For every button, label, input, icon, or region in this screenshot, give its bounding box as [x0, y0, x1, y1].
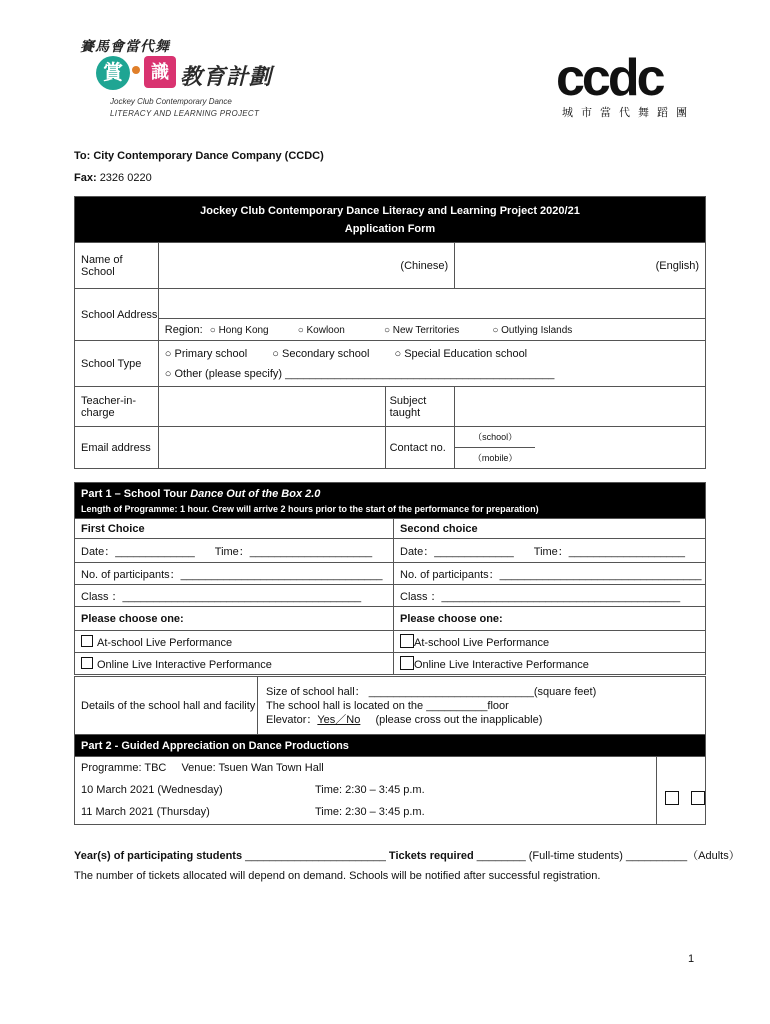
form-title-line2: Application Form: [344, 222, 436, 235]
fax-line: [74, 172, 152, 184]
chinese-tag: (Chinese): [400, 259, 449, 272]
region-row: [158, 319, 705, 341]
mobile-phone-tag: （mobile）: [472, 453, 518, 463]
details-fields: [258, 677, 706, 735]
elevator-options[interactable]: Yes／No: [317, 713, 361, 726]
first-date-time[interactable]: [75, 539, 394, 563]
part2-programme-row: [75, 757, 657, 779]
address-field[interactable]: [158, 289, 705, 319]
subject-label: [385, 387, 455, 427]
first-date: Date：_____________: [81, 545, 195, 558]
first-participants[interactable]: No. of participants：_________________________________: [75, 563, 394, 585]
first-option-online[interactable]: [75, 653, 394, 675]
elevator-note: (please cross out the inapplicable): [375, 713, 543, 726]
logo-left-chinese-top: 賽馬會當代舞: [80, 38, 170, 54]
details-label: Details of the school hall and facility: [75, 677, 258, 735]
year-tickets-line: [74, 847, 740, 863]
checkbox-icon[interactable]: [81, 657, 93, 669]
checkbox-icon[interactable]: [665, 791, 679, 805]
session-1-date: 10 March 2021 (Wednesday): [75, 779, 316, 801]
checkbox-icon[interactable]: [400, 656, 414, 670]
part1-title-italic: Dance Out of the Box 2.0: [190, 487, 321, 500]
region-option-hong-kong[interactable]: ○ Hong Kong: [209, 324, 269, 336]
email-field[interactable]: [158, 427, 385, 469]
second-option-online[interactable]: [394, 653, 706, 675]
email-label: Email address: [75, 427, 159, 469]
elevator-label: Elevator：: [266, 713, 318, 726]
hall-size-field[interactable]: Size of school hall： ___________________________(square feet): [266, 685, 597, 698]
part2-table: [74, 734, 706, 825]
year-label: Year(s) of participating students: [74, 850, 243, 862]
logo-left-english-1: Jockey Club Contemporary Dance: [110, 97, 232, 106]
logo-badge-icon: 識: [144, 56, 176, 88]
session-1-time: Time: 2:30 – 3:45 p.m.: [315, 779, 657, 801]
teacher-label: Teacher-in-charge: [75, 387, 159, 427]
option-label: At-school Live Performance: [97, 636, 233, 649]
option-label: Online Live Interactive Performance: [414, 659, 589, 671]
contact-label: Contact no.: [385, 427, 455, 469]
type-option-secondary[interactable]: ○ Secondary school: [272, 347, 370, 360]
contact-field[interactable]: [455, 427, 706, 469]
type-option-special[interactable]: ○ Special Education school: [394, 347, 528, 360]
first-choose-one: Please choose one:: [75, 607, 394, 631]
second-date: Date：_____________: [400, 545, 514, 558]
year-field[interactable]: _______________________: [242, 850, 389, 862]
fax-label: Fax:: [74, 172, 97, 184]
session-2-time: Time: 2:30 – 3:45 p.m.: [315, 801, 657, 825]
part1-header: [75, 483, 706, 519]
second-choose-one: Please choose one:: [394, 607, 706, 631]
first-choice-label: First Choice: [75, 519, 394, 539]
teacher-field[interactable]: [158, 387, 385, 427]
fax-value: 2326 0220: [99, 172, 152, 184]
elevator-row: [266, 713, 705, 727]
name-english-field[interactable]: [455, 243, 706, 289]
part2-header: Part 2 - Guided Appreciation on Dance Productions: [75, 735, 706, 757]
logo-ccdc: ccdc: [556, 49, 663, 107]
name-chinese-field[interactable]: [158, 243, 454, 289]
part1-note: Length of Programme: 1 hour. Crew will arrive 2 hours prior to the start of the performance for preparation): [81, 503, 539, 514]
to-line: To: City Contemporary Dance Company (CCDC): [74, 150, 324, 162]
first-option-at-school[interactable]: [75, 631, 394, 653]
second-option-at-school[interactable]: [394, 631, 706, 653]
part2-checkboxes: [657, 757, 706, 825]
type-option-primary[interactable]: ○ Primary school: [164, 347, 248, 360]
region-option-new-territories[interactable]: ○ New Territories: [383, 324, 460, 336]
application-form-table: [74, 196, 706, 469]
region-option-kowloon[interactable]: ○ Kowloon: [297, 324, 345, 336]
allocation-note: The number of tickets allocated will depend on demand. Schools will be notified after successful registration.: [74, 870, 601, 882]
logo-badge-icon: 賞: [96, 56, 130, 90]
checkbox-icon[interactable]: [400, 634, 414, 648]
venue: Venue: Tsuen Wan Town Hall: [181, 761, 324, 774]
tickets-label: Tickets required: [388, 850, 474, 862]
second-choice-label: Second choice: [394, 519, 706, 539]
subject-field[interactable]: [455, 387, 706, 427]
form-title: [75, 197, 706, 243]
type-option-other[interactable]: ○ Other (please specify) ____________________________________________: [164, 367, 555, 380]
hall-floor-field[interactable]: The school hall is located on the __________floor: [266, 699, 509, 712]
checkbox-icon[interactable]: [691, 791, 705, 805]
subject-label-text: Subject taught: [389, 394, 427, 419]
second-time: Time：___________________: [533, 545, 686, 558]
logo-ccdc-chinese: 城市當代舞蹈團: [562, 107, 695, 119]
option-label: At-school Live Performance: [414, 637, 550, 649]
address-label: School Address: [75, 289, 159, 341]
region-option-outlying-islands[interactable]: ○ Outlying Islands: [492, 324, 573, 336]
first-class[interactable]: Class ：_______________________________________: [75, 585, 394, 607]
school-type-label: School Type: [75, 341, 159, 387]
tickets-field[interactable]: ________ (Full-time students) __________（Adults）: [473, 850, 740, 862]
school-phone-tag: （school）: [455, 427, 535, 448]
page-number: 1: [688, 953, 695, 965]
school-type-options: [158, 341, 705, 387]
logo-left-chinese-main: 教育計劃: [180, 64, 273, 89]
session-2-date: 11 March 2021 (Thursday): [75, 801, 316, 825]
second-class[interactable]: Class ：_______________________________________: [394, 585, 706, 607]
logo-dot-icon: [132, 66, 140, 74]
first-time: Time：____________________: [214, 545, 373, 558]
part1-title: Part 1 – School Tour: [81, 487, 191, 500]
name-label: Name of School: [75, 243, 159, 289]
second-participants[interactable]: No. of participants：_________________________________: [394, 563, 706, 585]
checkbox-icon[interactable]: [81, 635, 93, 647]
details-table: [74, 676, 706, 735]
form-title-line1: Jockey Club Contemporary Dance Literacy and Learning Project 2020/21: [200, 204, 580, 217]
second-date-time[interactable]: [394, 539, 706, 563]
programme: Programme: TBC: [81, 761, 167, 774]
logo-left-english-2: LITERACY AND LEARNING PROJECT: [110, 109, 260, 118]
option-label: Online Live Interactive Performance: [97, 658, 272, 671]
region-label: Region:: [164, 323, 203, 336]
part1-table: [74, 482, 706, 675]
english-tag: (English): [655, 259, 699, 272]
